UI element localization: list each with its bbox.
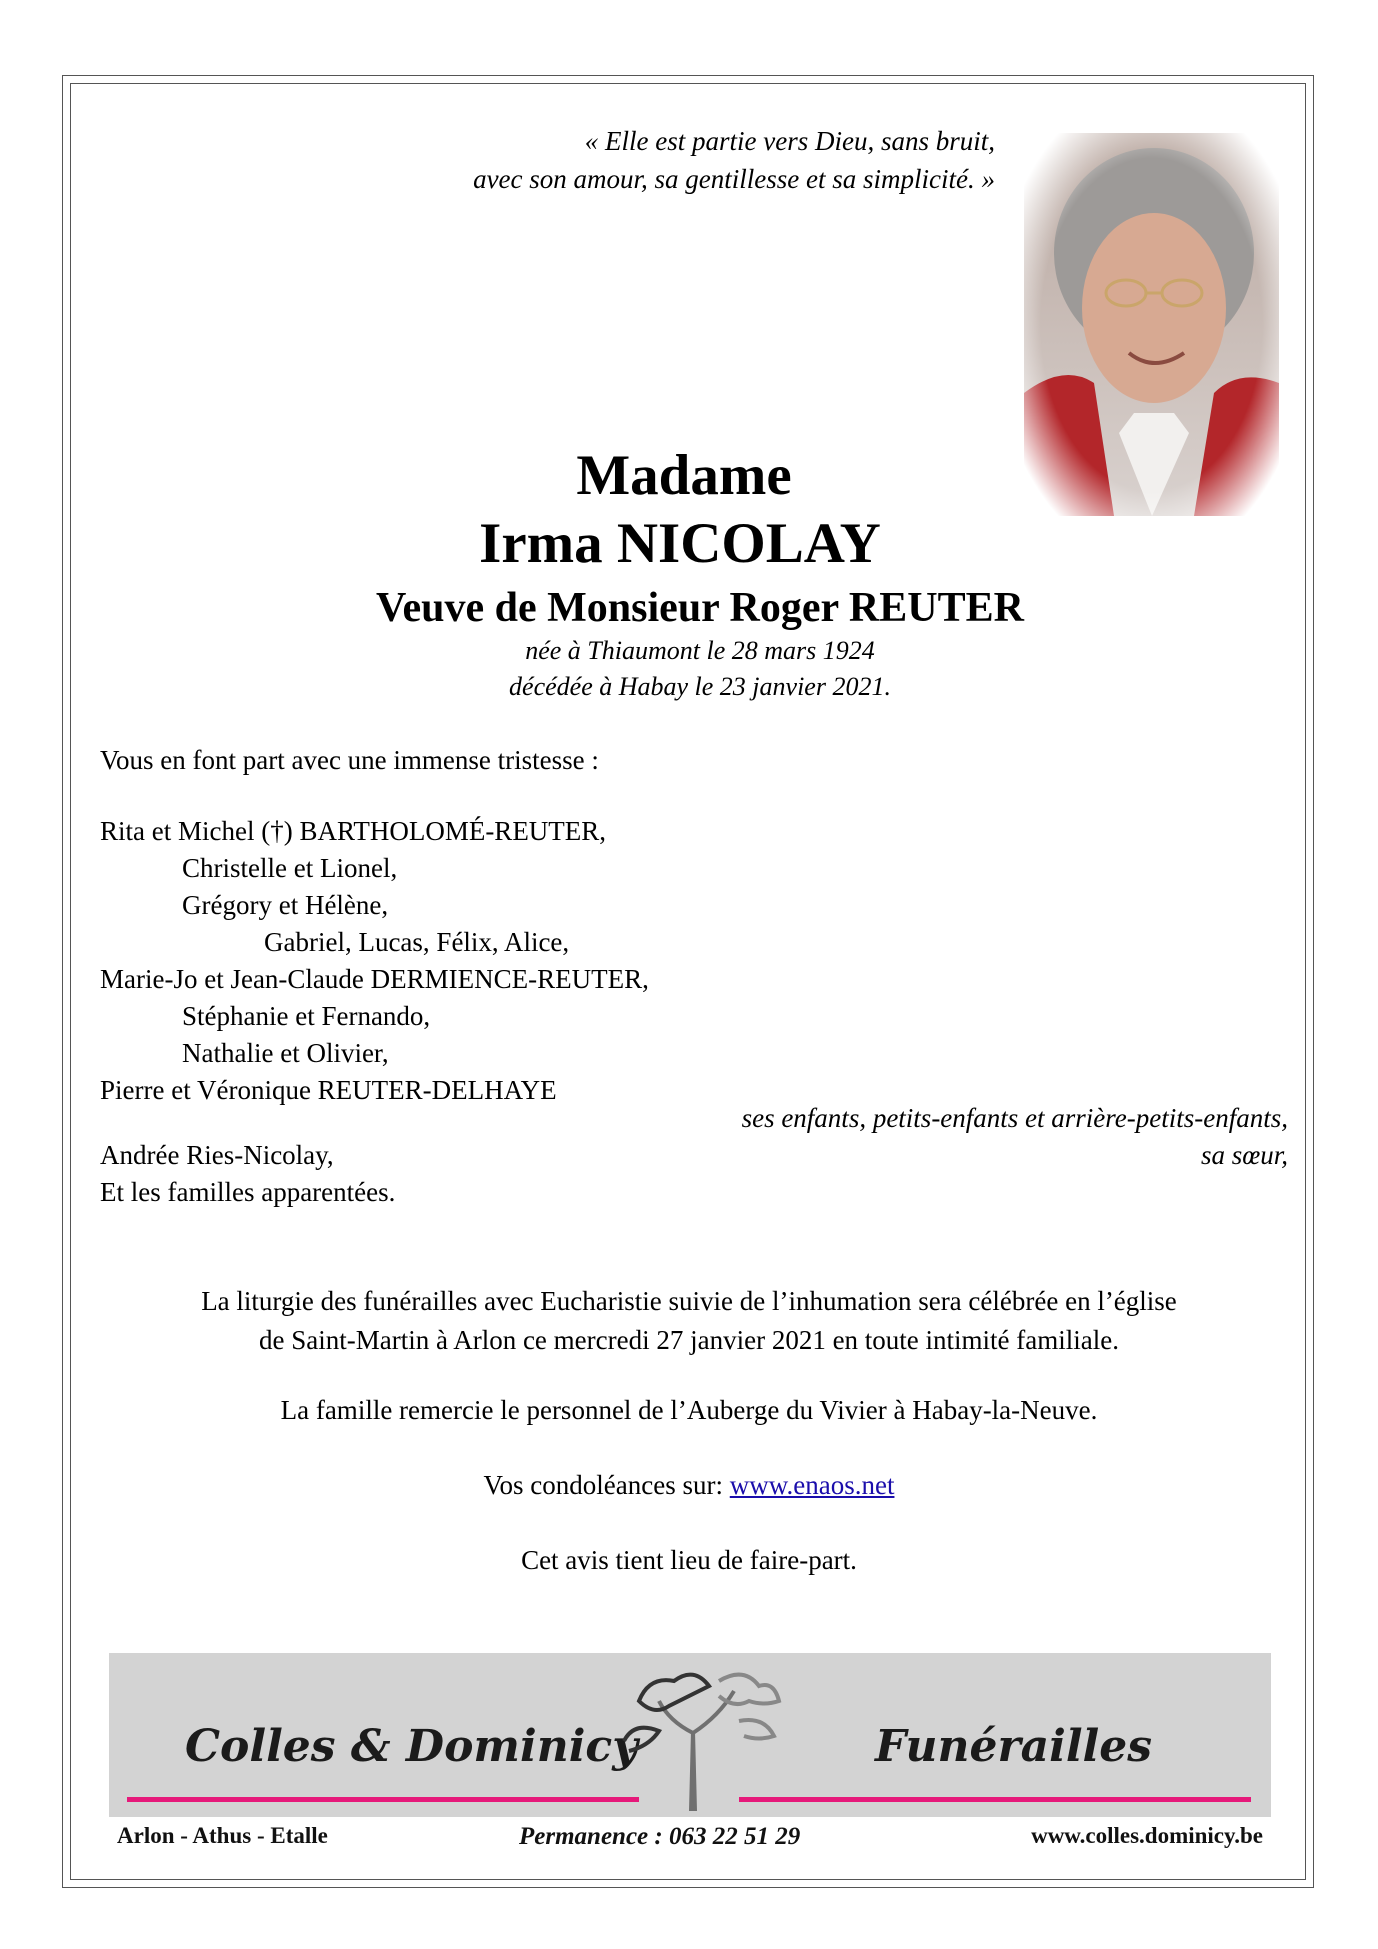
widow-of: Veuve de Monsieur Roger REUTER [376,585,1024,631]
brand-funerailles: Funérailles [875,1721,1153,1772]
life-dates [130,633,1270,705]
liturgy-line-2: de Saint-Martin à Arlon ce mercredi 27 janvier 2021 en toute intimité familiale. [259,1325,1119,1355]
intro-text: Vous en font part avec une immense tristesse : [100,745,599,775]
notice-text: Cet avis tient lieu de faire-part. [521,1545,857,1575]
thanks-text: La famille remercie le personnel de l’Auberge du Vivier à Habay-la-Neuve. [280,1395,1098,1425]
accent-line-right [739,1797,1251,1802]
condolences-line [90,1466,1288,1505]
relation-sister: sa sœur, [1200,1140,1288,1170]
tree-logo-icon [599,1661,799,1811]
funeral-home-banner [109,1653,1271,1850]
accent-line-left [127,1797,639,1802]
family-member-line: Nathalie et Olivier, [182,1038,389,1068]
other-families: Et les familles apparentées. [100,1177,396,1207]
honorific: Madame [576,444,792,507]
epitaph-quote [473,122,995,198]
family-member-line: Grégory et Hélène, [182,890,389,920]
quote-line-2: avec son amour, sa gentillesse et sa simplicité. » [473,164,995,194]
deceased-name: Irma NICOLAY [479,512,881,575]
family-member-line: Stéphanie et Fernando, [182,1001,431,1031]
condolences-link[interactable]: www.enaos.net [729,1470,895,1500]
family-member-line: Rita et Michel (†) BARTHOLOMÉ-REUTER, [100,816,607,846]
liturgy-text [90,1282,1288,1360]
family-list [100,813,649,1109]
liturgy-line-1: La liturgie des funérailles avec Eucharistie suivie de l’inhumation sera célébrée en l’église [201,1286,1177,1316]
condolences-label: Vos condoléances sur: [483,1470,730,1500]
footer-phone: Permanence : 063 22 51 29 [519,1823,801,1850]
family-member-line: Gabriel, Lucas, Félix, Alice, [264,927,570,957]
footer-website: www.colles.dominicy.be [1031,1823,1263,1848]
sister-name: Andrée Ries-Nicolay, [100,1140,334,1170]
birth-line: née à Thiaumont le 28 mars 1924 [525,636,875,665]
family-member-line: Marie-Jo et Jean-Claude DERMIENCE-REUTER, [100,964,649,994]
death-line: décédée à Habay le 23 janvier 2021. [509,672,891,701]
relation-children: ses enfants, petits-enfants et arrière-petits-enfants, [741,1103,1288,1133]
family-member-line: Pierre et Véronique REUTER-DELHAYE [100,1075,557,1105]
quote-line-1: « Elle est partie vers Dieu, sans bruit, [584,126,995,156]
brand-name: Colles & Dominicy [185,1721,638,1772]
footer-locations: Arlon - Athus - Etalle [117,1823,328,1848]
family-member-line: Christelle et Lionel, [182,853,398,883]
